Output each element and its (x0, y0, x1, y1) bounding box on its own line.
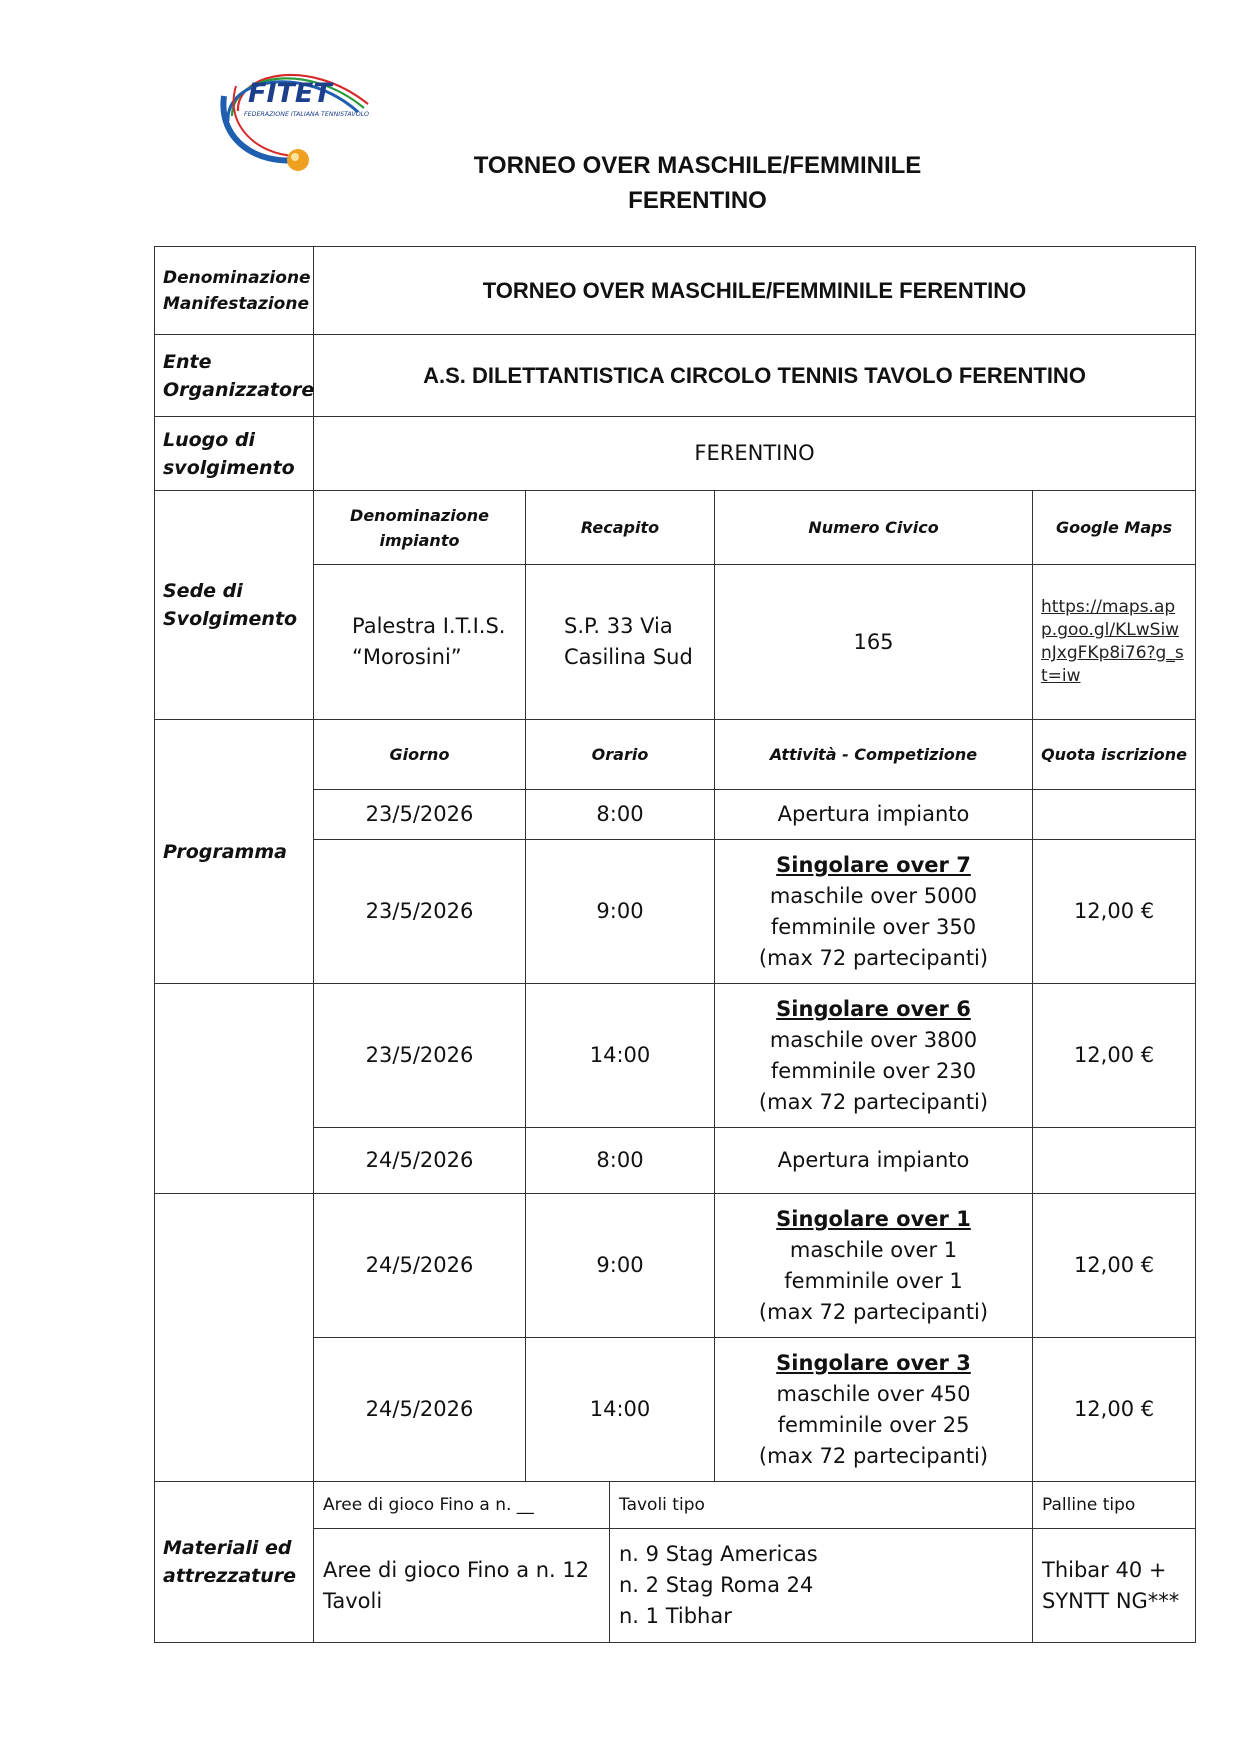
header-quota: Quota iscrizione (1033, 720, 1196, 790)
giorno-cell: 24/5/2026 (314, 1338, 526, 1482)
attivita-cell (715, 1338, 1033, 1482)
competition-title: Singolare over 1 (776, 1206, 971, 1231)
programma-row (155, 984, 1196, 1128)
programma-row (155, 1194, 1196, 1338)
giorno-cell: 23/5/2026 (314, 840, 526, 984)
competition-title: Singolare over 6 (776, 996, 971, 1021)
quota-cell: 12,00 € (1033, 984, 1196, 1128)
programma-row (155, 1128, 1196, 1194)
quota-cell: 12,00 € (1033, 1338, 1196, 1482)
tavoli-line: n. 9 Stag Americas (619, 1542, 818, 1566)
attivita-line: femminile over 350 (770, 914, 977, 939)
programma-row (155, 1338, 1196, 1482)
attivita-line: femminile over 25 (777, 1412, 970, 1437)
quota-cell (1033, 790, 1196, 840)
orario-cell: 8:00 (526, 790, 715, 840)
orario-cell: 8:00 (526, 1128, 715, 1194)
page-title (0, 148, 1240, 218)
attivita-line: femminile over 230 (770, 1058, 977, 1083)
ente-value: A.S. DILETTANTISTICA CIRCOLO TENNIS TAVOLO FERENTINO (314, 335, 1196, 417)
attivita-line: (max 72 partecipanti) (758, 1089, 989, 1114)
header-giorno: Giorno (314, 720, 526, 790)
title-line-1: TORNEO OVER MASCHILE/FEMMINILE (473, 152, 922, 179)
attivita-cell (715, 790, 1033, 840)
header-tavoli: Tavoli tipo (610, 1482, 1033, 1529)
row-luogo (155, 417, 1196, 491)
logo-subtitle: FEDERAZIONE ITALIANA TENNISTAVOLO (244, 111, 369, 118)
civico-value: 165 (715, 565, 1033, 720)
header-numero-civico: Numero Civico (715, 491, 1033, 565)
ente-label: Ente Organizzatore (155, 335, 314, 417)
header-denominazione-impianto: Denominazione impianto (314, 491, 526, 565)
attivita-cell (715, 984, 1033, 1128)
orario-cell: 9:00 (526, 840, 715, 984)
competition-title: Singolare over 3 (776, 1350, 971, 1375)
attivita-cell (715, 1128, 1033, 1194)
row-materiali-headers (155, 1482, 1196, 1529)
giorno-cell: 23/5/2026 (314, 790, 526, 840)
competition-title: Singolare over 7 (776, 852, 971, 877)
recapito-value: S.P. 33 Via Casilina Sud (526, 565, 715, 720)
header-palline: Palline tipo (1033, 1482, 1196, 1529)
attivita-line: (max 72 partecipanti) (758, 1443, 989, 1468)
header-orario: Orario (526, 720, 715, 790)
tavoli-line: n. 2 Stag Roma 24 (619, 1573, 814, 1597)
orario-cell: 14:00 (526, 1338, 715, 1482)
attivita-line: maschile over 5000 (769, 883, 978, 908)
attivita-line: maschile over 450 (776, 1381, 971, 1406)
header-attivita: Attività - Competizione (715, 720, 1033, 790)
giorno-cell: 24/5/2026 (314, 1128, 526, 1194)
denominazione-value: TORNEO OVER MASCHILE/FEMMINILE FERENTINO (314, 247, 1196, 335)
impianto-value: Palestra I.T.I.S. “Morosini” (314, 565, 526, 720)
aree-value: Aree di gioco Fino a n. 12 Tavoli (314, 1529, 610, 1643)
row-ente (155, 335, 1196, 417)
row-denominazione (155, 247, 1196, 335)
title-line-2: FERENTINO (628, 187, 767, 214)
giorno-cell: 24/5/2026 (314, 1194, 526, 1338)
quota-cell: 12,00 € (1033, 840, 1196, 984)
tournament-form-table (154, 246, 1196, 1643)
luogo-value: FERENTINO (314, 417, 1196, 491)
header-recapito: Recapito (526, 491, 715, 565)
attivita-line: maschile over 3800 (769, 1027, 978, 1052)
attivita-line: Apertura impianto (777, 802, 970, 826)
palline-value: Thibar 40 + SYNTT NG*** (1033, 1529, 1196, 1643)
orario-cell: 14:00 (526, 984, 715, 1128)
google-maps-link[interactable]: https://maps.app.goo.gl/KLwSiwnJxgFKp8i76?g_st=iw (1041, 597, 1184, 686)
row-programma-headers (155, 720, 1196, 790)
attivita-line: maschile over 1 (789, 1237, 958, 1262)
orario-cell: 9:00 (526, 1194, 715, 1338)
tavoli-value (610, 1529, 1033, 1643)
tavoli-line: n. 1 Tibhar (619, 1604, 732, 1628)
header-aree: Aree di gioco Fino a n. __ (314, 1482, 610, 1529)
quota-cell (1033, 1128, 1196, 1194)
denominazione-label: Denominazione Manifestazione (155, 247, 314, 335)
header-google-maps: Google Maps (1033, 491, 1196, 565)
attivita-line: (max 72 partecipanti) (758, 1299, 989, 1324)
attivita-line: femminile over 1 (784, 1268, 963, 1293)
giorno-cell: 23/5/2026 (314, 984, 526, 1128)
programma-label: Programma (155, 720, 314, 984)
luogo-label: Luogo di svolgimento (155, 417, 314, 491)
materiali-label: Materiali ed attrezzature (155, 1482, 314, 1643)
attivita-line: (max 72 partecipanti) (758, 945, 989, 970)
attivita-cell (715, 1194, 1033, 1338)
sede-label: Sede di Svolgimento (155, 491, 314, 720)
quota-cell: 12,00 € (1033, 1194, 1196, 1338)
logo-acronym: FITET (248, 78, 332, 109)
attivita-line: Apertura impianto (777, 1148, 970, 1172)
attivita-cell (715, 840, 1033, 984)
row-sede-headers (155, 491, 1196, 565)
